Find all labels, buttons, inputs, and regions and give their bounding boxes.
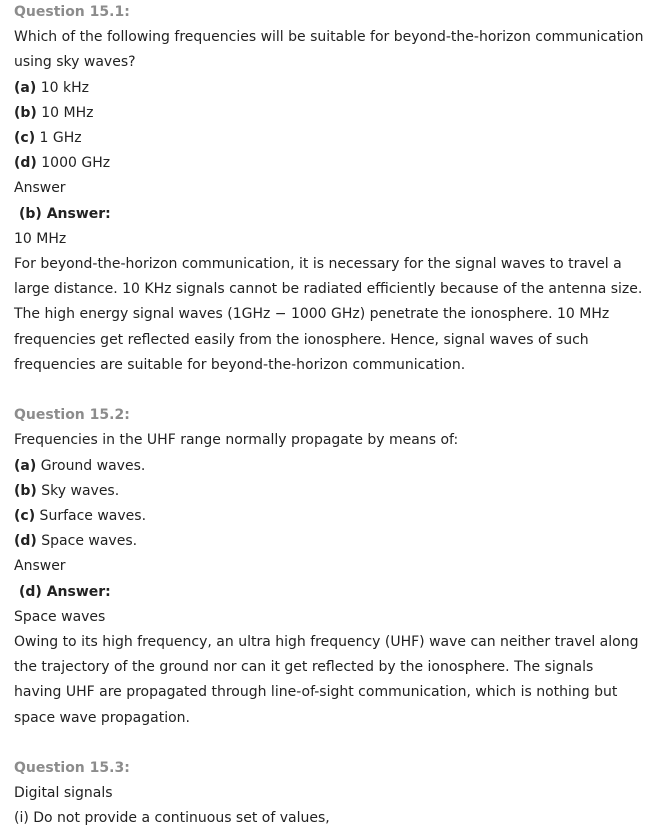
question-heading: Question 15.1: <box>14 4 130 20</box>
option-text: Space waves. <box>36 533 138 550</box>
option-label: (a) <box>14 457 37 474</box>
option-text: 1000 GHz <box>36 155 111 172</box>
option-d <box>14 529 653 554</box>
option-text: Surface waves. <box>35 508 147 525</box>
option-text: 10 kHz <box>36 79 89 96</box>
answer-label: (b) Answer: <box>19 205 111 222</box>
question-heading: Question 15.2: <box>14 407 130 424</box>
question-block <box>14 0 653 378</box>
section-spacer <box>14 731 653 756</box>
answer-word: Answer <box>14 558 66 575</box>
question-text-line: using sky waves? <box>14 54 136 71</box>
question-block <box>14 756 653 832</box>
answer-value: Space waves <box>14 608 106 625</box>
option-text: Ground waves. <box>36 457 146 474</box>
explanation-line: The high energy signal waves (1GHz − 1000 GHz) penetrate the ionosphere. 10 MHz <box>14 306 610 323</box>
option-c <box>14 126 653 151</box>
question-text-line: (i) Do not provide a continuous set of values, <box>14 810 330 827</box>
question-text-line: Frequencies in the UHF range normally propagate by means of: <box>14 432 459 449</box>
option-d <box>14 151 653 176</box>
option-text: 1 GHz <box>35 130 82 147</box>
explanation-line: frequencies are suitable for beyond-the-horizon communication. <box>14 356 466 373</box>
option-label: (d) <box>14 155 37 172</box>
explanation-line: space wave propagation. <box>14 709 190 726</box>
option-label: (c) <box>14 508 36 525</box>
explanation-line: having UHF are propagated through line-of-sight communication, which is nothing but <box>14 684 618 701</box>
answer-value: 10 MHz <box>14 230 67 247</box>
option-c <box>14 504 653 529</box>
explanation-line: For beyond-the-horizon communication, it is necessary for the signal waves to travel a <box>14 256 622 273</box>
answer-label: (d) Answer: <box>19 583 111 600</box>
explanation-line: large distance. 10 KHz signals cannot be radiated efficiently because of the antenna size. <box>14 281 643 298</box>
question-heading: Question 15.3: <box>14 760 130 777</box>
option-text: Sky waves. <box>36 482 120 499</box>
section-spacer <box>14 378 653 403</box>
option-a <box>14 76 653 101</box>
option-text: 10 MHz <box>36 104 94 121</box>
explanation-line: the trajectory of the ground nor can it get reflected by the ionosphere. The signals <box>14 659 594 676</box>
option-label: (a) <box>14 79 37 96</box>
explanation-line: Owing to its high frequency, an ultra high frequency (UHF) wave can neither travel along <box>14 634 639 651</box>
explanation-line: frequencies get reflected easily from the ionosphere. Hence, signal waves of such <box>14 331 589 348</box>
answer-word: Answer <box>14 180 66 197</box>
option-label: (b) <box>14 104 37 121</box>
option-label: (b) <box>14 482 37 499</box>
question-text-line: Which of the following frequencies will be suitable for beyond-the-horizon communication <box>14 29 644 46</box>
option-label: (c) <box>14 130 36 147</box>
option-label: (d) <box>14 533 37 550</box>
option-a <box>14 454 653 479</box>
option-b <box>14 479 653 504</box>
question-block <box>14 403 653 731</box>
option-b <box>14 101 653 126</box>
question-text-line: Digital signals <box>14 785 113 802</box>
